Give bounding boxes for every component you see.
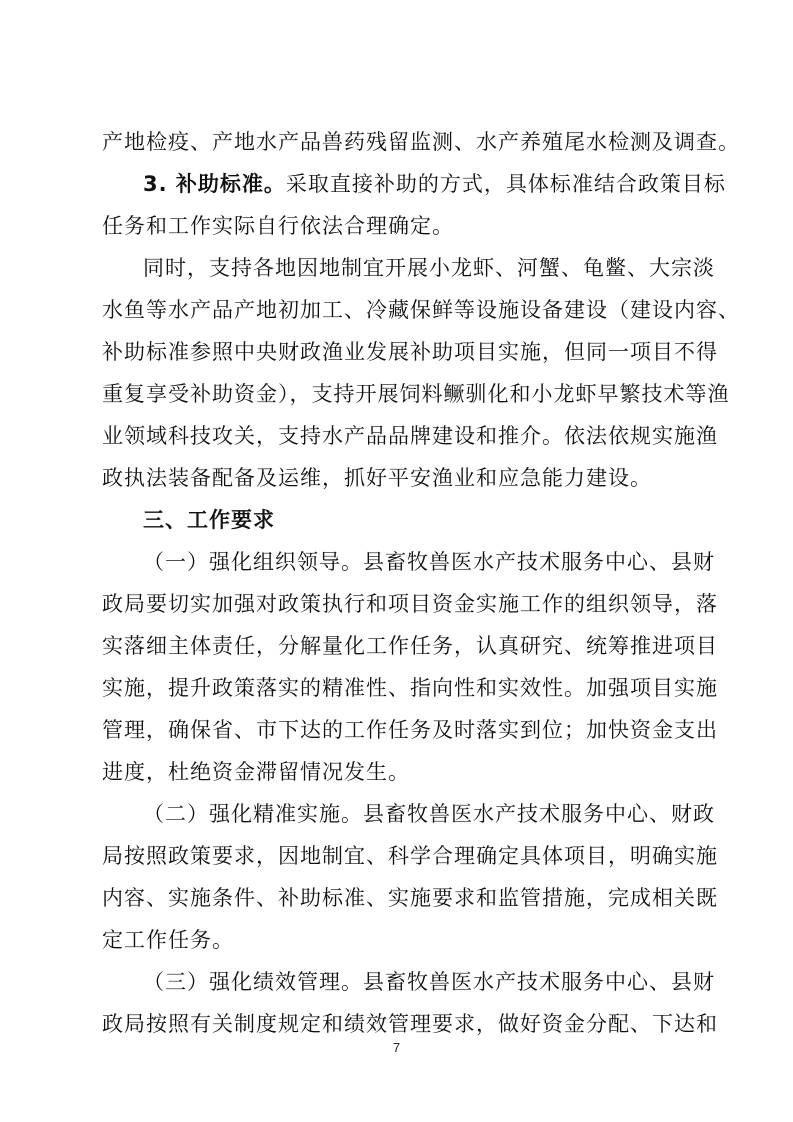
text-line — [0, 626, 793, 666]
line-text: 局按照政策要求，因地制宜、科学合理确定具体项目，明确实施 — [102, 844, 718, 868]
subheading-bold: 3. 补助标准。 — [143, 172, 286, 196]
text-line — [0, 122, 793, 162]
text-line — [0, 668, 793, 708]
line-text: 补助标准参照中央财政渔业发展补助项目实施，但同一项目不得 — [102, 340, 718, 364]
text-line — [0, 206, 793, 246]
line-text: 重复享受补助资金），支持开展饲料鳜驯化和小龙虾早繁技术等渔 — [102, 382, 730, 406]
line-text: （一）强化组织领导。县畜牧兽医水产技术服务中心、县财 — [143, 550, 715, 574]
text-line — [0, 962, 793, 1002]
line-text: 业领域科技攻关，支持水产品品牌建设和推介。依法依规实施渔 — [102, 424, 718, 448]
line-text: 实施，提升政策落实的精准性、指向性和实效性。加强项目实施 — [102, 676, 718, 700]
page-number: 7 — [392, 1040, 401, 1055]
line-text: 采取直接补助的方式，具体标准结合政策目标 — [285, 172, 726, 196]
text-line — [0, 878, 793, 918]
text-line — [0, 710, 793, 750]
text-line — [0, 164, 793, 204]
line-text: 政执法装备配备及运维，抓好平安渔业和应急能力建设。 — [102, 466, 652, 490]
text-line — [0, 752, 793, 792]
line-text: 进度，杜绝资金滞留情况发生。 — [102, 760, 410, 784]
line-text: 定工作任务。 — [102, 928, 234, 952]
line-text: 任务和工作实际自行依法合理确定。 — [102, 214, 454, 238]
text-line — [0, 416, 793, 456]
text-line — [0, 374, 793, 414]
text-line — [0, 542, 793, 582]
line-text: （三）强化绩效管理。县畜牧兽医水产技术服务中心、县财 — [143, 970, 715, 994]
line-text: 水鱼等水产品产地初加工、冷藏保鲜等设施设备建设（建设内容、 — [102, 298, 740, 322]
text-line — [0, 920, 793, 960]
section-heading — [0, 500, 793, 540]
text-line — [0, 836, 793, 876]
text-line — [0, 1004, 793, 1044]
text-line — [0, 290, 793, 330]
line-text: 产地检疫、产地水产品兽药残留监测、水产养殖尾水检测及调查。 — [102, 130, 740, 154]
text-line — [0, 248, 793, 288]
line-text: 政局按照有关制度规定和绩效管理要求，做好资金分配、下达和 — [102, 1012, 718, 1036]
text-line — [0, 584, 793, 624]
line-text: 内容、实施条件、补助标准、实施要求和监管措施，完成相关既 — [102, 886, 718, 910]
line-text: 政局要切实加强对政策执行和项目资金实施工作的组织领导，落 — [102, 592, 718, 616]
text-line — [0, 332, 793, 372]
line-text: 实落细主体责任，分解量化工作任务，认真研究、统筹推进项目 — [102, 634, 718, 658]
text-line — [0, 458, 793, 498]
line-text: （二）强化精准实施。县畜牧兽医水产技术服务中心、财政 — [143, 802, 715, 826]
line-text: 管理，确保省、市下达的工作任务及时落实到位；加快资金支出 — [102, 718, 718, 742]
text-line — [0, 794, 793, 834]
line-text: 同时，支持各地因地制宜开展小龙虾、河蟹、龟鳖、大宗淡 — [143, 256, 715, 280]
section-heading-text: 三、工作要求 — [143, 508, 275, 532]
